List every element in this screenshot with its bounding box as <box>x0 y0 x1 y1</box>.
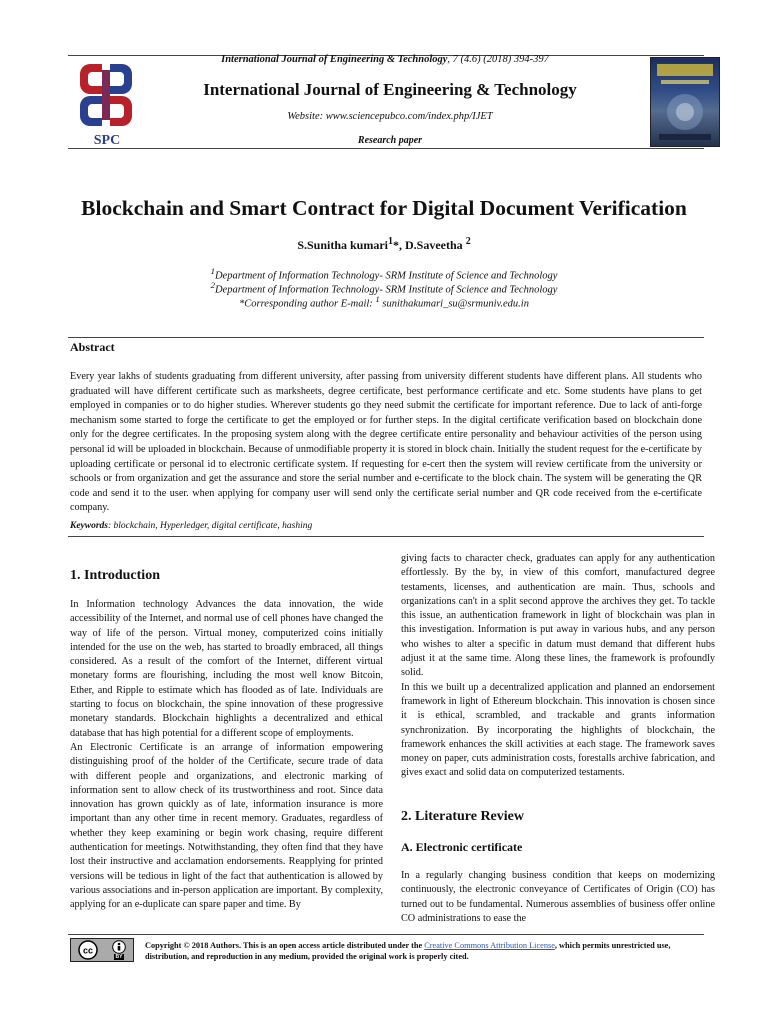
corresponding-author-line <box>150 294 618 310</box>
svg-text:cc: cc <box>82 945 94 956</box>
corresponding-label: *Corresponding author E-mail: <box>239 298 376 310</box>
attribution-badge <box>112 940 126 960</box>
subsection-heading-electronic-certificate: A. Electronic certificate <box>401 840 523 854</box>
keywords-label: Keywords <box>70 521 108 531</box>
affiliation-marker: 2 <box>465 236 471 247</box>
copyright-prefix: Copyright © 2018 Authors. This is an open access article distributed under the <box>145 941 425 950</box>
copyright-suffix: , which permits unrestricted use, distribution, and reproduction in any medium, provided the original work is properly cited. <box>145 941 671 961</box>
journal-website[interactable]: Website: www.sciencepubco.com/index.php/IJET <box>287 111 493 122</box>
keywords-rule <box>68 536 704 537</box>
paragraph: giving facts to character check, graduates can apply for any authentication effortlessly. By the by, in view of this comfort, manufactured degree testaments, licenses, and authentication are main. Thus, schools and organizations can't in a split second approve the archives they get. To tackle this issue, an authentication framework in light of blockchain was plan in this investigation. Information is put away in various hubs, and any person who wishes to alter a specific in datum must demand that different hubs adjust it at the same time. Along these lines, the framework is profoundly solid. <box>401 553 715 679</box>
author-list <box>150 236 618 253</box>
electronic-certificate-body <box>401 869 715 926</box>
affiliation-marker: 2 <box>210 280 215 290</box>
license-link[interactable]: Creative Commons Attribution License <box>424 941 555 950</box>
affiliation-marker: 1 <box>388 236 394 247</box>
introduction-body <box>70 598 383 913</box>
by-label: BY <box>115 954 123 960</box>
author-separator: *, <box>393 238 406 252</box>
journal-citation-volume: , 7 (4.6) (2018) 394-397 <box>447 54 549 65</box>
abstract-heading: Abstract <box>70 340 115 354</box>
copyright-notice <box>145 940 705 962</box>
affiliation-marker: 1 <box>375 294 380 304</box>
publisher-logo <box>72 60 142 150</box>
attribution-icon <box>112 940 126 954</box>
paragraph: In a regularly changing business condition that keeps on modernizing continuously, the electronic conveyance of Certificates of Origin (CO) has turned out to be fundamental. Numerous assemblies of business offer online CO administrations to ease the <box>401 870 715 924</box>
affiliation-marker: 1 <box>210 266 215 276</box>
paragraph: An Electronic Certificate is an arrange of information empowering distinguishing proof of the holder of the Certificate, secure trade of data with different people and organizations, and electronic marking of information sent to allow check of its trustworthiness and root. Since data innovation has grown quickly as of late, information insurance is more important than any other time in recent memory. Graduates, regardless of whether they keep examining or begin work chasing, require different authentication for meetings. Notwithstanding, they often find that they have lost their instructive and acclamation endorsements. Reapplying for printed versions will be tedious in light of the fact that authentication is allowed by various associations and in-person application are important. By complexity, applying for an e-duplicate can spare paper and time. By <box>70 741 383 911</box>
spc-logo-text: SPC <box>93 133 121 148</box>
footer-rule <box>68 934 704 935</box>
paragraph: In this we built up a decentralized application and planned an endorsement framework in light of Ethereum blockchain. This innovation is chosen since it is ethical, scrambled, and trackable and grants information synchronization. By incorporating the highlights of blockchain, the framework enhances the skill activities at each stage. The framework saves money on paper, cuts administration costs, forestalls archive fabrication, and gives exact and solid data on computerized testaments. <box>401 681 715 779</box>
affiliation-text: Department of Information Technology- SRM Institute of Science and Technology <box>214 270 558 282</box>
journal-citation <box>150 54 620 65</box>
abstract-body: Every year lakhs of students graduating from different university, after passing from university different students have different plans. All students who graduated will have different certificate such as marksheets, degree certificate, best performance certificate and etc. Some students have plans to get employed in companies or to do higher studies. Wherever students go they need submit the certificate for important reference. Due to lack of anti-forge mechanism some started to forge the certificate to get the employed or for further steps. In the digital certificate verification based on blockchain done only for the degree certificates. In the proposing system along with the degree certificate entire personality and behaviour activities of the person using personal id will be uploaded in blockchain. Because of unmodifiable property it is stored in block chain. Initially the student request for the e-certificate by uploading certificate or personal id to electronic certificate system. If requesting for e-cert then the system will review certificate from the university or schools or from organization and get the assurance and store the serial number and e-certificate to the block chain. The system will be generating the QR code and send it to the user. when applying for company user will send only the certificate serial number and QR code received from the e-certificate company. <box>70 371 702 514</box>
spc-logo-icon <box>72 60 142 150</box>
journal-name: International Journal of Engineering & Technology <box>203 80 577 99</box>
abstract-rule <box>68 337 704 338</box>
affiliation-text: Department of Information Technology- SRM Institute of Science and Technology <box>214 284 558 296</box>
paper-type-label: Research paper <box>357 135 423 146</box>
keywords-line <box>70 521 702 531</box>
section-heading-literature-review: 2. Literature Review <box>401 809 524 824</box>
section-heading-introduction: 1. Introduction <box>70 568 160 583</box>
keywords-text: : blockchain, Hyperledger, digital certificate, hashing <box>108 521 313 531</box>
journal-cover-art-icon <box>651 58 719 146</box>
introduction-body-continued <box>401 552 715 781</box>
author-name: D.Saveetha <box>405 238 463 252</box>
journal-cover-image <box>650 57 720 147</box>
corresponding-email[interactable]: sunithakumari_su@srmuniv.edu.in <box>379 298 529 310</box>
author-name: S.Sunitha kumari <box>297 238 389 252</box>
paper-title: Blockchain and Smart Contract for Digital Document Verification <box>81 196 687 220</box>
creative-commons-icon <box>78 940 98 960</box>
cc-by-license-badge[interactable] <box>70 938 134 962</box>
header-rule-bottom <box>68 148 704 149</box>
paragraph: In Information technology Advances the data innovation, the wide accessibility of the Internet, and normal use of cell phones have changed the way of life of the person. Virtual money, computerized coins initially intended for the use on the web, has started to broadly embraced, all things considered. As a result of the comfort of the Internet, different virtual monetary forms are flourishing, including the most well know Bitcoin, Ether, and Ripple to estimate which has flooded as of late. Individuals are starting to focus on blockchain, the spine innovation of these progressive monetary standards. Blockchain highlights a decentralized and ethical database that has high potential for a different scope of employments. <box>70 599 383 739</box>
journal-citation-name: International Journal of Engineering & Technology <box>221 54 448 65</box>
